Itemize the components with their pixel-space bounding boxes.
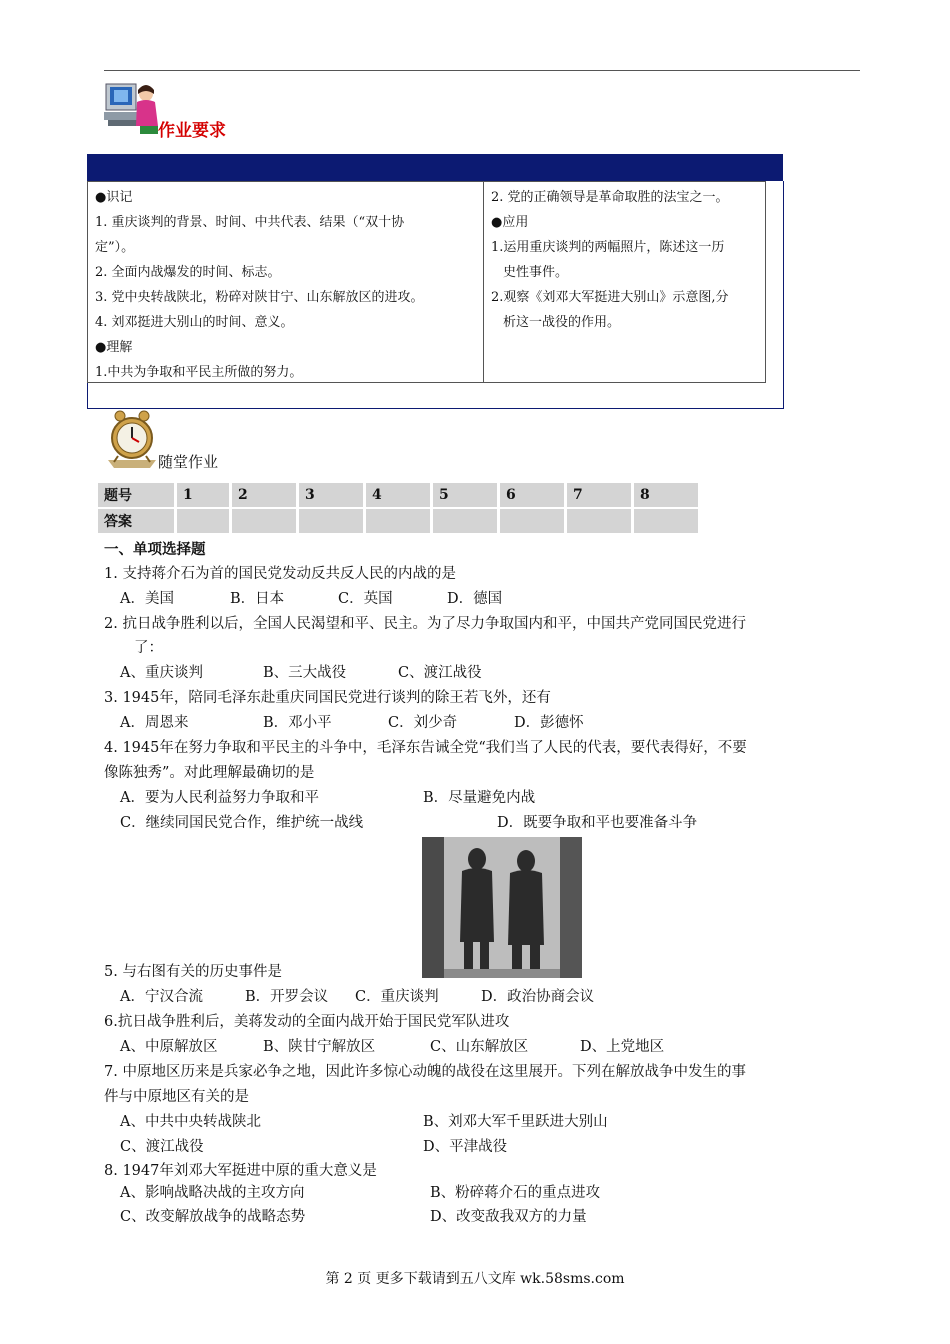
- requirements-left-column: [95, 185, 424, 385]
- number-cell: 7: [567, 483, 631, 509]
- question-4: 4. 1945年在努力争取和平民主的斗争中，毛泽东告诫全党“我们当了人民的代表，要代表得好，不要: [104, 740, 747, 756]
- classwork-title: 随堂作业: [158, 453, 219, 471]
- q6-option-d: D、上党地区: [580, 1039, 665, 1055]
- q7-option-c: C、渡江战役: [120, 1139, 204, 1155]
- req-left-line: 1. 重庆谈判的背景、时间、中共代表、结果（“双十协: [95, 215, 405, 230]
- q1-option-a: A．美国: [120, 591, 174, 607]
- section-title: 一、单项选择题: [104, 541, 206, 558]
- q5-option-d: D．政治协商会议: [481, 989, 595, 1005]
- answer-cell[interactable]: [177, 509, 229, 535]
- q1-option-d: D．德国: [447, 591, 503, 607]
- answer-table-answer-row: [98, 509, 698, 535]
- q6-option-b: B、陕甘宁解放区: [263, 1039, 376, 1055]
- q1-option-c: C．英国: [338, 591, 393, 607]
- question-2: 2. 抗日战争胜利以后，全国人民渴望和平、民主。为了尽力争取国内和平，中国共产党同国民党进行: [104, 616, 746, 632]
- q8-option-d: D、改变敌我双方的力量: [430, 1209, 587, 1225]
- req-right-line: ●应用: [491, 215, 529, 230]
- requirements-right-column: [491, 185, 729, 335]
- number-cell: 4: [366, 483, 430, 509]
- req-left-line: 2. 全面内战爆发的时间、标志。: [95, 265, 281, 280]
- question-2-cont: 了：: [134, 640, 163, 656]
- question-1: 1. 支持蒋介石为首的国民党发动反共反人民的内战的是: [104, 566, 456, 582]
- question-5: 5. 与右图有关的历史事件是: [104, 964, 282, 980]
- req-left-line: ●理解: [95, 340, 133, 355]
- q4-option-a: A．要为人民利益努力争取和平: [120, 790, 319, 806]
- q3-option-d: D．彭德怀: [514, 715, 584, 731]
- alarm-clock-icon: [104, 408, 160, 468]
- number-cell: 6: [500, 483, 564, 509]
- answer-table: [95, 483, 701, 535]
- number-cell: 5: [433, 483, 497, 509]
- q8-option-b: B、粉碎蒋介石的重点进攻: [430, 1185, 601, 1201]
- q5-option-c: C．重庆谈判: [355, 989, 439, 1005]
- q7-option-d: D、平津战役: [423, 1139, 508, 1155]
- requirements-divider: [483, 181, 484, 382]
- number-cell: 1: [177, 483, 229, 509]
- answer-cell[interactable]: [500, 509, 564, 535]
- req-left-line: 1.中共为争取和平民主所做的努力。: [95, 365, 303, 380]
- answer-label-cell: 答案: [98, 509, 174, 535]
- q3-option-a: A．周恩来: [120, 715, 189, 731]
- number-cell: 3: [299, 483, 363, 509]
- q2-option-a: A、重庆谈判: [120, 665, 203, 681]
- question-7-cont: 件与中原地区有关的是: [104, 1089, 249, 1105]
- q7-option-a: A、中共中央转战陕北: [120, 1114, 261, 1130]
- q3-option-c: C．刘少奇: [388, 715, 458, 731]
- answer-cell[interactable]: [366, 509, 430, 535]
- req-right-line: 2. 党的正确领导是革命取胜的法宝之一。: [491, 190, 729, 205]
- q8-option-c: C、改变解放战争的战略态势: [120, 1209, 306, 1225]
- question-4-cont: 像陈独秀”。对此理解最确切的是: [104, 765, 315, 781]
- computer-user-icon: [104, 80, 160, 136]
- number-cell: 8: [634, 483, 698, 509]
- q4-option-d: D．既要争取和平也要准备斗争: [497, 815, 698, 831]
- header-label-cell: 题号: [98, 483, 174, 509]
- q4-option-b: B．尽量避免内战: [423, 790, 536, 806]
- req-left-line: 定”）。: [95, 240, 135, 255]
- req-left-line: ●识记: [95, 190, 133, 205]
- answer-cell[interactable]: [567, 509, 631, 535]
- q4-option-c: C．继续同国民党合作，维护统一战线: [120, 815, 364, 831]
- q5-option-b: B．开罗会议: [245, 989, 329, 1005]
- requirements-header-bar: [87, 154, 783, 181]
- req-right-line: 析这一战役的作用。: [503, 315, 621, 330]
- req-left-line: 4. 刘邓挺进大别山的时间、意义。: [95, 315, 294, 330]
- answer-cell[interactable]: [433, 509, 497, 535]
- req-left-line: 3. 党中央转战陕北，粉碎对陕甘宁、山东解放区的进攻。: [95, 290, 424, 305]
- req-right-line: 2.观察《刘邓大军挺进大别山》示意图,分: [491, 290, 729, 305]
- q6-option-a: A、中原解放区: [120, 1039, 218, 1055]
- question-7: 7. 中原地区历来是兵家必争之地，因此许多惊心动魄的战役在这里展开。下列在解放战争中发生的事: [104, 1064, 746, 1080]
- historical-photo: [422, 837, 582, 978]
- q1-option-b: B．日本: [230, 591, 285, 607]
- q2-option-b: B、三大战役: [263, 665, 347, 681]
- requirements-title: 作业要求: [158, 121, 226, 141]
- question-3: 3. 1945年，陪同毛泽东赴重庆同国民党进行谈判的除王若飞外，还有: [104, 690, 551, 706]
- question-8: 8. 1947年刘邓大军挺进中原的重大意义是: [104, 1163, 377, 1179]
- q6-option-c: C、山东解放区: [430, 1039, 529, 1055]
- number-cell: 2: [232, 483, 296, 509]
- answer-table-header-row: [98, 483, 698, 509]
- q3-option-b: B．邓小平: [263, 715, 332, 731]
- answer-cell[interactable]: [232, 509, 296, 535]
- q2-option-c: C、渡江战役: [398, 665, 482, 681]
- req-right-line: 1.运用重庆谈判的两幅照片，陈述这一历: [491, 240, 725, 255]
- answer-cell[interactable]: [299, 509, 363, 535]
- page-footer: 第 2 页 更多下载请到五八文库 wk.58sms.com: [325, 1271, 625, 1287]
- question-6: 6.抗日战争胜利后，美蒋发动的全面内战开始于国民党军队进攻: [104, 1014, 510, 1030]
- answer-cell[interactable]: [634, 509, 698, 535]
- q7-option-b: B、刘邓大军千里跃进大别山: [423, 1114, 608, 1130]
- q8-option-a: A、影响战略决战的主攻方向: [120, 1185, 305, 1201]
- req-right-line: 史性事件。: [503, 265, 569, 280]
- top-rule: [104, 70, 860, 71]
- q5-option-a: A．宁汉合流: [120, 989, 203, 1005]
